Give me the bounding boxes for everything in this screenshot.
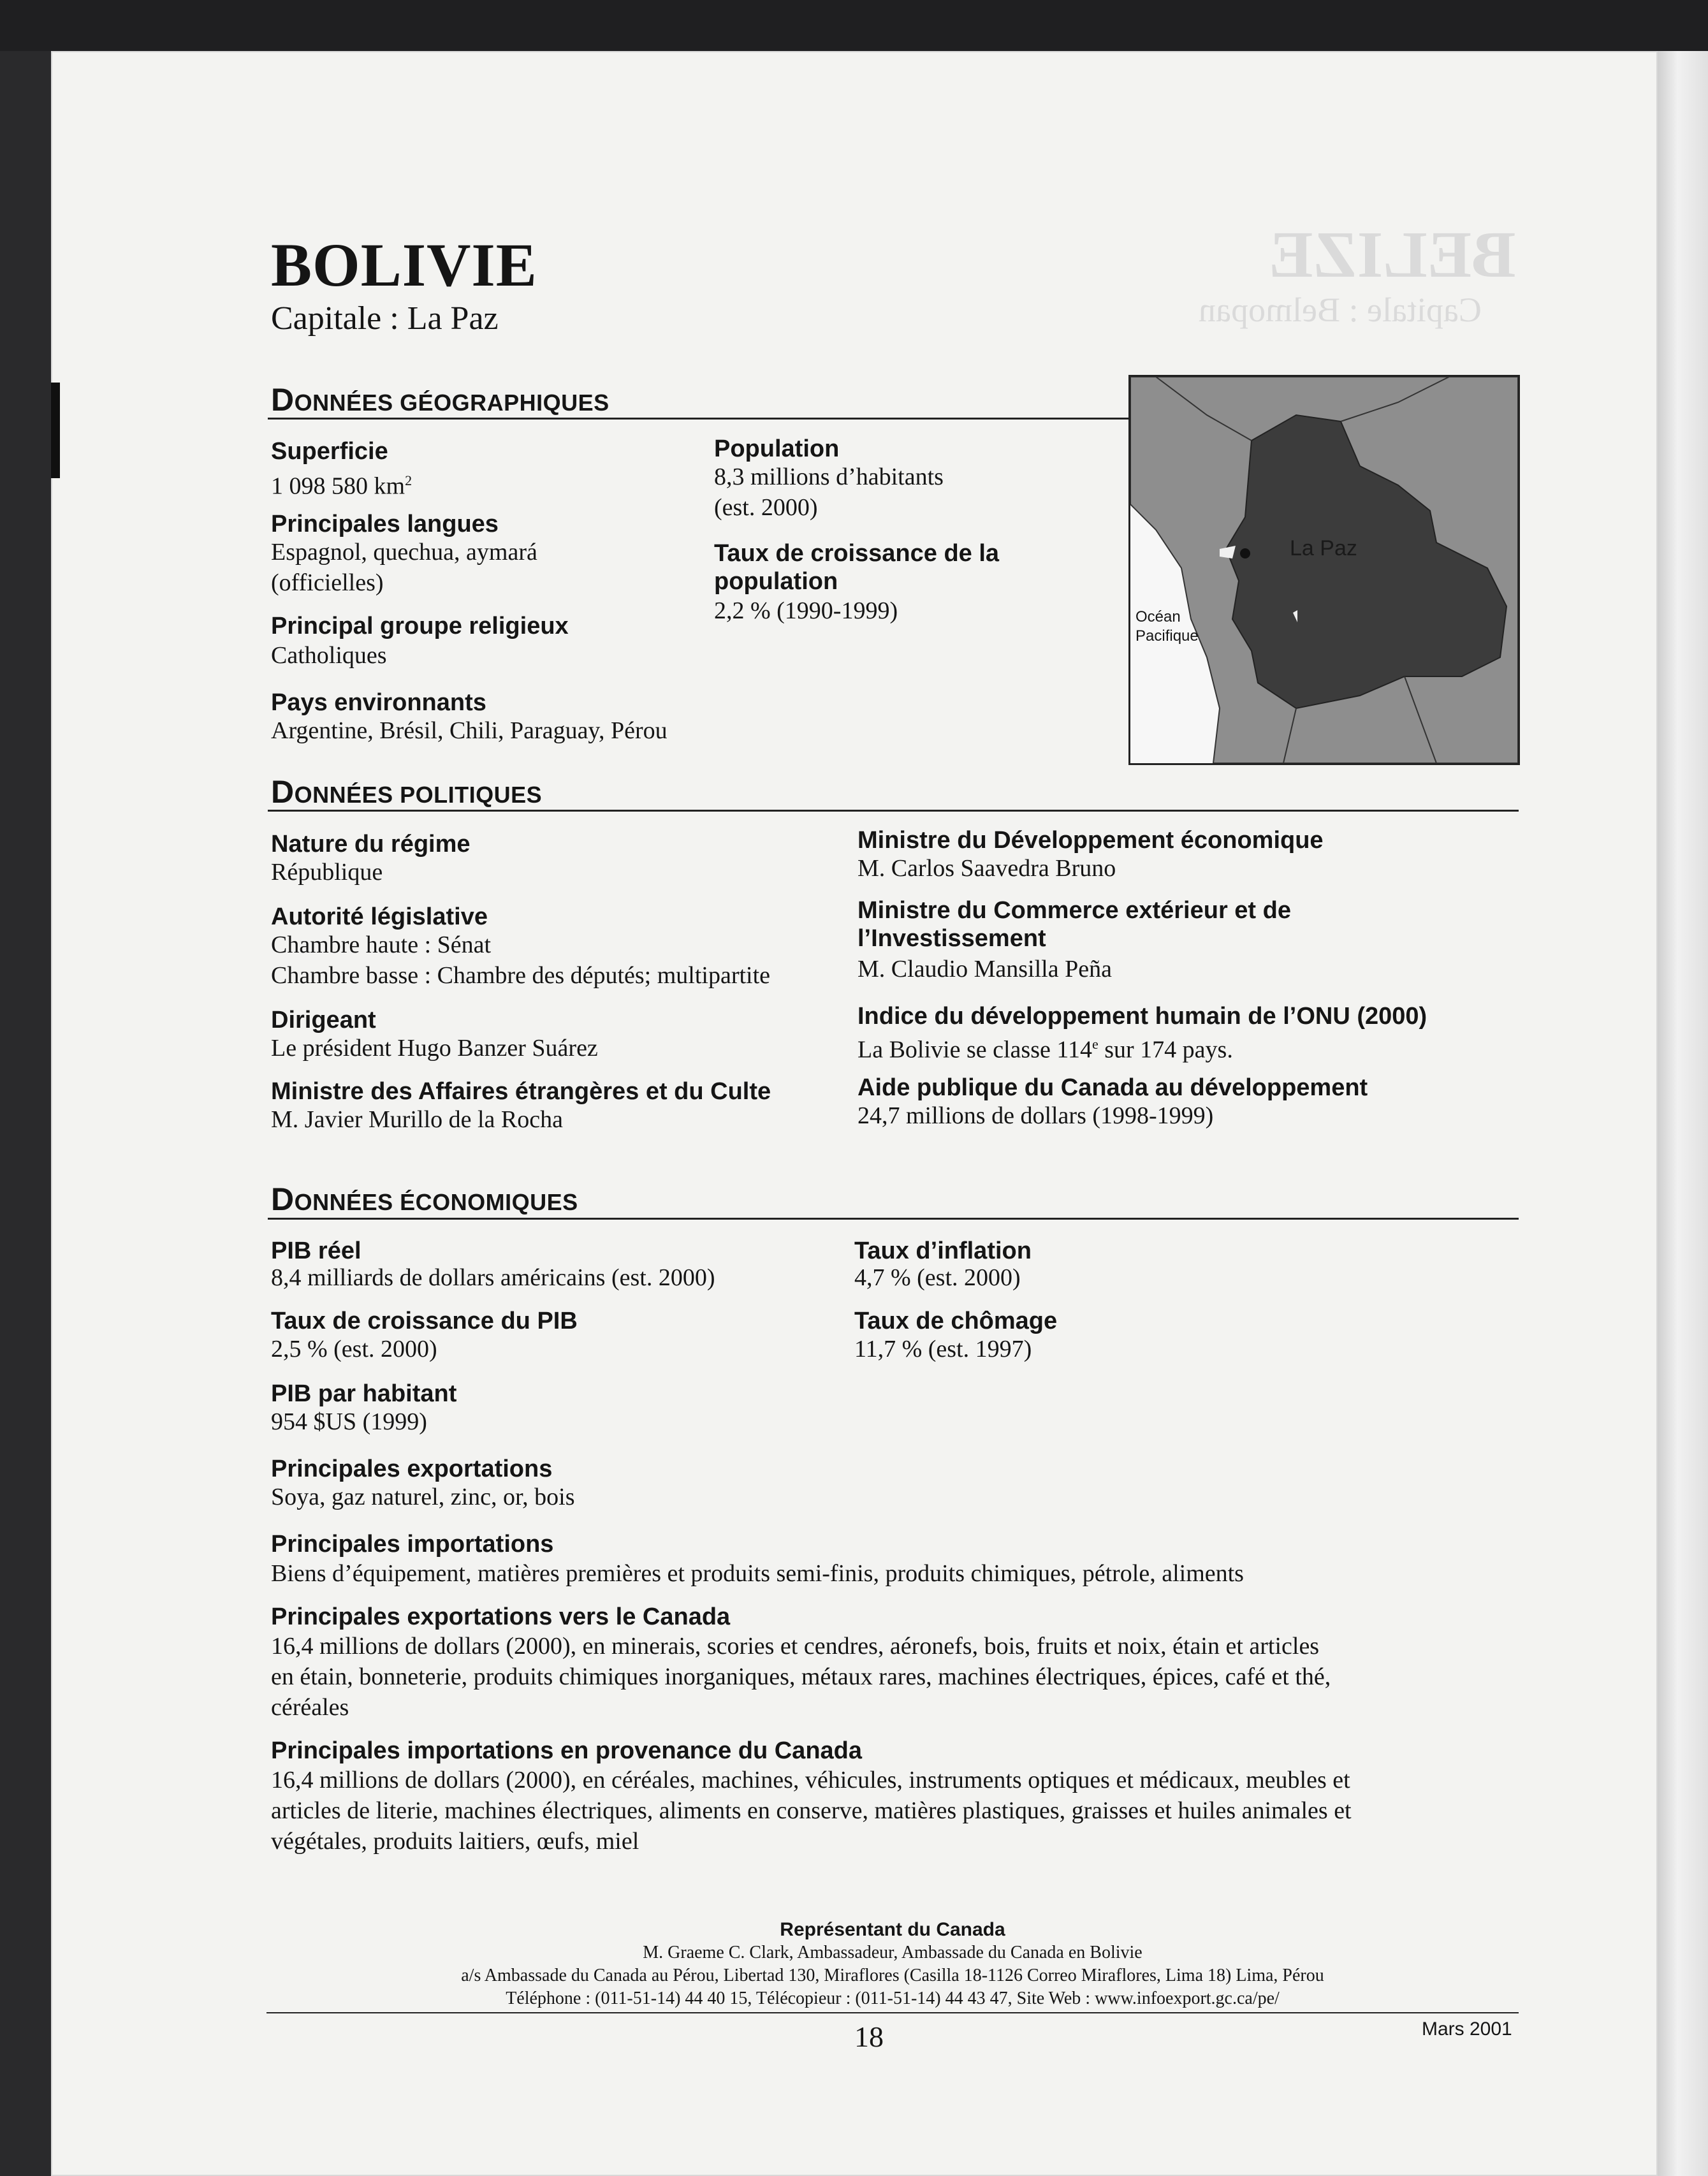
bleed-through-capital: Capitale : Belmopan <box>1199 291 1482 329</box>
chomage-label: Taux de chômage <box>854 1308 1058 1334</box>
croissance-pib-label: Taux de croissance du PIB <box>271 1308 578 1334</box>
ministre-de-value: M. Carlos Saavedra Bruno <box>858 855 1116 882</box>
section-geo-heading <box>271 381 609 418</box>
dirigeant-label: Dirigeant <box>271 1007 376 1033</box>
exports-ca-value: 16,4 millions de dollars (2000), en minerais, scories et cendres, aéronefs, bois, fruits et noix, étain et articles en étain, bonneterie, produits chimiques inorganiques, métaux rares, machines électriques, épices, café et thé, céréales <box>271 1633 1331 1721</box>
croissance-pop-value: 2,2 % (1990-1999) <box>714 597 898 624</box>
publication-date: Mars 2001 <box>1422 2019 1512 2040</box>
heading-initial: D <box>271 382 295 418</box>
chomage-value: 11,7 % (est. 1997) <box>854 1336 1032 1362</box>
exports-value: Soya, gaz naturel, zinc, or, bois <box>271 1484 575 1510</box>
imports-ca-value: 16,4 millions de dollars (2000), en céréales, machines, véhicules, instruments optiques et médicaux, meubles et articles de literie, machines électriques, aliments en conserve, matières plastiques, graisses et huiles animales et végétales, produits laitiers, œufs, miel <box>271 1767 1352 1855</box>
representative-name: M. Graeme C. Clark, Ambassadeur, Ambassade du Canada en Bolivie <box>643 1943 1142 1962</box>
religion-value: Catholiques <box>271 642 387 669</box>
heading-initial: D <box>271 1181 295 1217</box>
superficie-label: Superficie <box>271 438 388 465</box>
map-ocean-label: Océan Pacifique <box>1135 608 1199 645</box>
capital-line: Capitale : La Paz <box>271 300 499 337</box>
section-rule <box>268 1218 1519 1220</box>
page-number: 18 <box>854 2020 884 2053</box>
footer-rule <box>266 2012 1519 2013</box>
pays-value: Argentine, Brésil, Chili, Paraguay, Pérou <box>271 717 668 744</box>
heading-rest: ONNÉES POLITIQUES <box>294 782 543 808</box>
superficie-number: 1 098 580 km <box>271 472 405 500</box>
section-rule <box>268 418 1130 420</box>
croissance-pop-label: Taux de croissance de la population <box>714 540 1000 595</box>
ministre-de-label: Ministre du Développement économique <box>858 827 1324 854</box>
dirigeant-value: Le président Hugo Banzer Suárez <box>271 1035 598 1062</box>
section-eco-heading <box>271 1181 578 1218</box>
regime-value: République <box>271 859 383 886</box>
idh-rank: La Bolivie se classe 114 <box>858 1036 1092 1063</box>
representative-heading: Représentant du Canada <box>780 1919 1005 1940</box>
section-pol-heading <box>271 773 542 810</box>
page-edge <box>1658 51 1708 2176</box>
binding-mark <box>51 383 60 478</box>
regime-label: Nature du régime <box>271 831 471 858</box>
bolivia-map <box>1128 375 1520 765</box>
ministre-ae-value: M. Javier Murillo de la Rocha <box>271 1106 564 1133</box>
country-title: BOLIVIE <box>271 231 537 299</box>
inflation-label: Taux d’inflation <box>854 1238 1032 1264</box>
section-rule <box>268 810 1519 812</box>
heading-rest: ONNÉES ÉCONOMIQUES <box>294 1189 578 1215</box>
map-city-label: La Paz <box>1290 536 1357 560</box>
aide-value: 24,7 millions de dollars (1998-1999) <box>858 1102 1214 1129</box>
imports-value: Biens d’équipement, matières premières et produits semi-finis, produits chimiques, pétrole, aliments <box>271 1560 1244 1587</box>
langues-value: Espagnol, quechua, aymará (officielles) <box>271 539 537 596</box>
ministre-ce-label: Ministre du Commerce extérieur et de l’Investissement <box>858 897 1291 952</box>
idh-value <box>858 1029 1233 1065</box>
idh-label: Indice du développement humain de l’ONU (2000) <box>858 1003 1427 1030</box>
pib-label: PIB réel <box>271 1238 361 1264</box>
autorite-label: Autorité législative <box>271 903 488 930</box>
bleed-through-title: BELIZE <box>1269 218 1516 291</box>
idh-rank-total: sur 174 pays. <box>1098 1036 1233 1063</box>
aide-label: Aide publique du Canada au développement <box>858 1074 1368 1101</box>
population-value: 8,3 millions d’habitants (est. 2000) <box>714 464 944 521</box>
imports-label: Principales importations <box>271 1531 554 1558</box>
pays-label: Pays environnants <box>271 689 486 716</box>
pib-hab-value: 954 $US (1999) <box>271 1408 427 1435</box>
ministre-ce-value: M. Claudio Mansilla Peña <box>858 956 1112 982</box>
representative-contact: Téléphone : (011-51-14) 44 40 15, Télécopieur : (011-51-14) 44 43 47, Site Web : www.infoexport.gc.ca/pe/ <box>506 1989 1280 2008</box>
croissance-pib-value: 2,5 % (est. 2000) <box>271 1336 437 1362</box>
exports-ca-label: Principales exportations vers le Canada <box>271 1603 731 1630</box>
inflation-value: 4,7 % (est. 2000) <box>854 1264 1021 1291</box>
map-graphic <box>1130 377 1518 763</box>
heading-rest: ONNÉES GÉOGRAPHIQUES <box>294 390 609 416</box>
religion-label: Principal groupe religieux <box>271 613 569 639</box>
autorite-value: Chambre haute : Sénat Chambre basse : Chambre des députés; multipartite <box>271 931 771 989</box>
pib-hab-label: PIB par habitant <box>271 1380 457 1407</box>
superficie-value <box>271 465 412 502</box>
langues-label: Principales langues <box>271 511 499 537</box>
representative-address: a/s Ambassade du Canada au Pérou, Libertad 130, Miraflores (Casilla 18-1126 Correo Miraflores, Lima 18) Lima, Pérou <box>461 1966 1324 1985</box>
scan-background <box>0 0 1708 51</box>
idh-rank-suffix: e <box>1091 1036 1099 1052</box>
superficie-exponent: 2 <box>405 472 412 488</box>
pib-value: 8,4 milliards de dollars américains (est. 2000) <box>271 1264 715 1291</box>
heading-initial: D <box>271 774 295 810</box>
ministre-ae-label: Ministre des Affaires étrangères et du Culte <box>271 1078 771 1105</box>
imports-ca-label: Principales importations en provenance du Canada <box>271 1737 863 1764</box>
exports-label: Principales exportations <box>271 1456 553 1482</box>
population-label: Population <box>714 435 840 462</box>
